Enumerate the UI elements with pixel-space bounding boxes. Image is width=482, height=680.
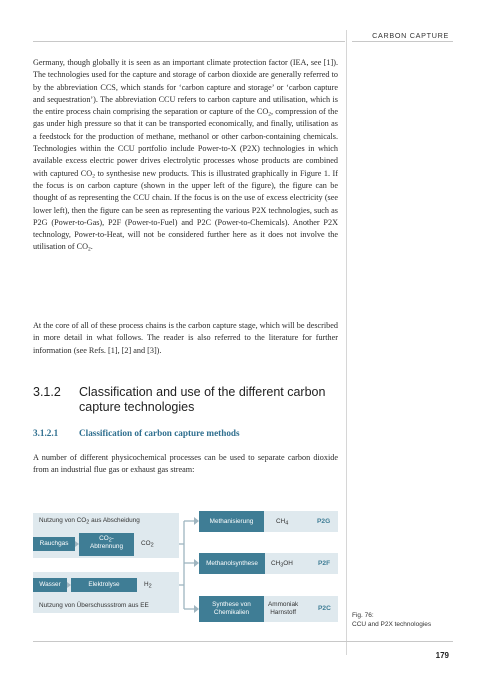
methanisierung-label: Methanisierung	[209, 518, 254, 525]
subscript: 2	[88, 246, 91, 253]
p2g-label: P2G	[317, 518, 331, 525]
subsection-title: Classification of carbon capture methods	[79, 428, 240, 438]
rauchgas-label: Rauchgas	[39, 540, 69, 547]
electricity-panel-label: Nutzung von Überschussstrom aus EE	[39, 602, 149, 609]
co2-abtrennung-label: $CO_2-$ Abtrennung	[89, 535, 124, 550]
footer-rule	[33, 641, 453, 642]
paragraph-2-text: At the core of all of these process chains is the carbon capture stage, which will be described in more detail in what follows. The reader is also referred to the literature for further information (see Refs. [1], [2] and [3]).	[33, 321, 338, 355]
figure-label: Fig. 76:	[352, 612, 374, 619]
section-number: 3.1.2	[33, 385, 61, 399]
p2f-label: P2F	[318, 560, 331, 567]
elektrolyse-label: Elektrolyse	[88, 581, 120, 588]
co2-output-label: $CO_2$	[141, 540, 154, 549]
running-head: CARBON CAPTURE	[372, 31, 449, 40]
ch3oh-label: $CH_3OH$	[271, 560, 293, 569]
paragraph-3	[33, 452, 338, 477]
paragraph-3-text: A number of different physicochemical processes can be used to separate carbon dioxide from an industrial flue gas or exhaust gas stream:	[33, 453, 338, 475]
synthese-label: Synthese von Chemikalien	[212, 601, 251, 616]
page-number: 179	[435, 651, 449, 660]
header-rule-right	[352, 41, 453, 42]
subsection-number: 3.1.2.1	[33, 428, 59, 438]
paragraph-1-text-c: to synthesise new products. This is illustrated graphically in Figure 1. If the focus is on carbon capture (shown in the upper left of the figure), the figure can be thought of as representing the CCU chain. If the focus is on the use of excess electricity (see lower left), then the figure can be seen as representing the various P2X technologies, such as P2G (Power-to-Gas), P2F (Power-to-Fuel) and P2C (Power-to-Chemicals). Another P2X technology, Power-to-Heat, will not be considered further here as it does not involve the utilisation of CO	[33, 168, 338, 252]
capture-panel-label: Nutzung von $CO_2$ aus Abscheidung	[39, 517, 140, 526]
paragraph-1-end: .	[90, 242, 93, 252]
methanolsynthese-label: Methanolsynthese	[206, 560, 258, 567]
subscript: 2	[268, 111, 271, 118]
ch4-label: $CH_4$	[276, 518, 289, 527]
margin-divider	[346, 30, 347, 655]
h2-output-label: $H_2$	[144, 581, 152, 590]
paragraph-1-text-a: Germany, though globally it is seen as an important climate protection factor (IEA, see [1]). The technologies used for the capture and storage of carbon dioxide are generally referred to by the abbreviation CCS, which stands for ‘carbon capture and storage’ or ‘carbon capture and sequestration’). The abbreviation CCU refers to carbon capture and utilisation, which is the entire process chain comprising the separation or capture of the CO	[33, 58, 338, 117]
paragraph-1	[33, 57, 338, 254]
p2c-label: P2C	[318, 605, 331, 612]
ammoniak-harnstoff-label: Ammoniak Harnstoff	[268, 601, 299, 616]
paragraph-2	[33, 320, 338, 357]
figure-caption	[352, 612, 431, 629]
figure-caption-text: CCU and P2X technologies	[352, 620, 432, 628]
section-title: Classification and use of the different carbon capture technologies	[79, 385, 326, 414]
paragraph-1-text-b: , compression of the gas under high pressure so that it can be transported economically, and finally, utilisation as a feedstock for the production of methane, methanol or other carbon-containing chemicals. Technologies within the CCU portfolio include Power-to-X (P2X) technologies in which available excess electric power drives electrolytic processes whose products are combined with captured CO	[33, 107, 338, 178]
wasser-label: Wasser	[39, 581, 61, 588]
subscript: 2	[92, 173, 95, 180]
header-rule	[33, 41, 345, 42]
